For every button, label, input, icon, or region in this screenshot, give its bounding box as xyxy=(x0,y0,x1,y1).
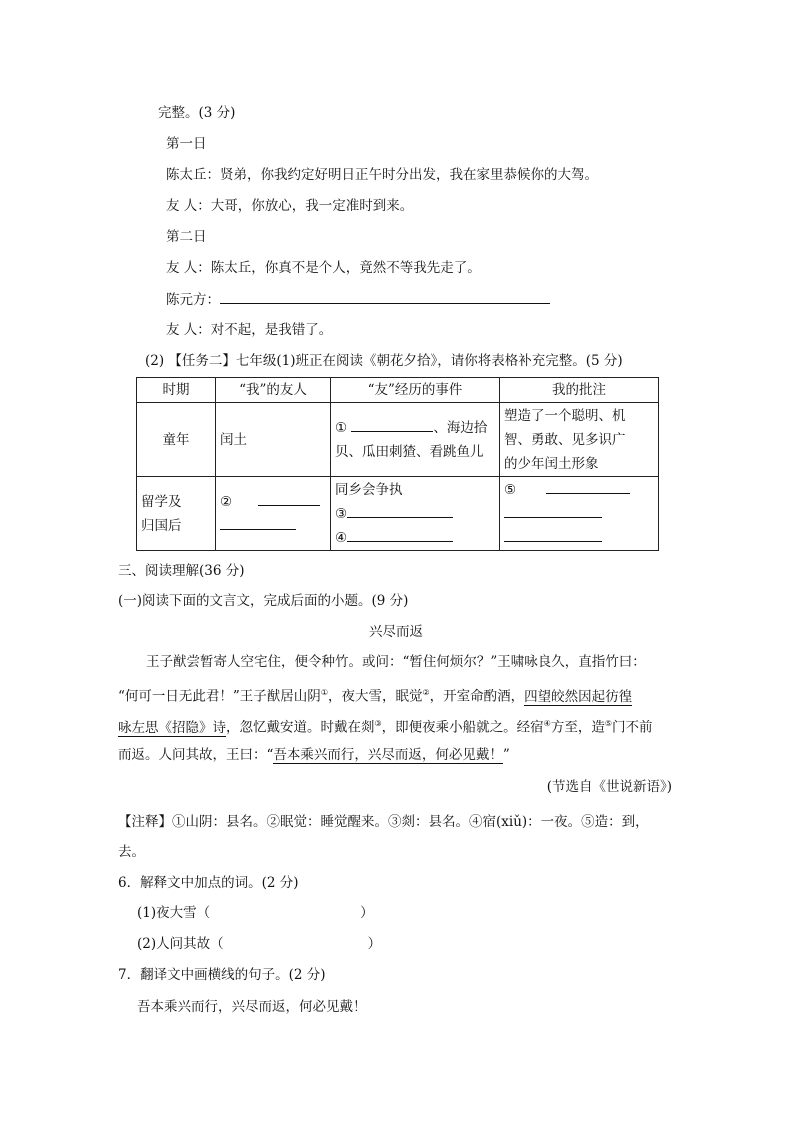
header-note: 我的批注 xyxy=(500,378,659,403)
question-6: 6．解释文中加点的词。(2 分) xyxy=(118,875,299,891)
passage-source: (节选自《世说新语》) xyxy=(546,779,672,795)
passage-line-2: “何可一日无此君！”王子猷居山阴①，夜大雪，眠觉②，开室命酌酒，四望皎然因起彷徨 xyxy=(118,688,633,705)
row2-note: ⑤ xyxy=(500,477,659,551)
day2-line3: 友 人：对不起，是我错了。 xyxy=(166,322,333,338)
question-7-sentence: 吾本乘兴而行，兴尽而返，何必见戴！ xyxy=(137,999,367,1015)
answer-blank-3[interactable] xyxy=(347,503,453,518)
passage-line-3: 咏左思《招隐》诗，忽忆戴安道。时戴在剡③，即便夜乘小船就之。经宿④方至，造⑤门不前 xyxy=(118,719,653,736)
subsection-1-heading: (一)阅读下面的文言文，完成后面的小题。(9 分) xyxy=(118,593,409,609)
day1-label: 第一日 xyxy=(166,136,207,152)
row1-period: 童年 xyxy=(137,403,216,477)
question-2-prompt: (2) 【任务二】七年级(1)班正在阅读《朝花夕拾》，请你将表格补充完整。(5 分) xyxy=(145,353,623,369)
passage-title: 兴尽而返 xyxy=(369,624,423,640)
row2-event: 同乡会争执 ③ ④ xyxy=(331,477,500,551)
day1-line1: 陈太丘：贤弟，你我约定好明日正午时分出发，我在家里恭候你的大驾。 xyxy=(166,167,598,183)
question-6-1: (1)夜大雪（ ） xyxy=(137,905,374,921)
friends-table xyxy=(136,377,659,551)
row1-friend: 闰土 xyxy=(216,403,331,477)
underlined-sentence: 吾本乘兴而行，兴尽而返，何必见戴！ xyxy=(273,747,503,763)
passage-line-4: 而返。人问其故，王曰：“吾本乘兴而行，兴尽而返，何必见戴！” xyxy=(118,747,510,763)
day1-line2: 友 人：大哥，你放心，我一定准时到来。 xyxy=(166,198,414,214)
underlined-phrase-2: 咏左思《招隐》诗 xyxy=(118,719,226,736)
answer-blank-5b[interactable] xyxy=(504,503,602,518)
section-3-heading: 三、阅读理解(36 分) xyxy=(118,563,245,579)
answer-blank-2a[interactable] xyxy=(258,491,320,506)
row1-event: ① 、海边拾 贝、瓜田刺猹、看跳鱼儿 xyxy=(331,403,500,477)
header-period: 时期 xyxy=(137,378,216,403)
answer-blank-2b[interactable] xyxy=(220,515,296,530)
row2-friend: ② xyxy=(216,477,331,551)
answer-blank-5c[interactable] xyxy=(504,527,602,542)
underlined-phrase-1: 四望皎然因起彷徨 xyxy=(524,688,633,705)
day2-line1: 友 人：陈太丘，你真不是个人，竟然不等我先走了。 xyxy=(166,260,481,276)
answer-blank-5a[interactable] xyxy=(546,479,630,494)
speaker-chen-yuanfang: 陈元方： xyxy=(166,292,220,308)
header-friend: “我”的友人 xyxy=(216,378,331,403)
annotation-line-1: 【注释】①山阴：县名。②眠觉：睡觉醒来。③剡：县名。④宿(xiǔ)：一夜。⑤造：到， xyxy=(118,814,649,830)
row1-note: 塑造了一个聪明、机 智、勇敢、见多识广 的少年闰土形象 xyxy=(500,403,659,477)
day2-label: 第二日 xyxy=(166,229,207,245)
question-6-2: (2)人问其故（ ） xyxy=(137,936,382,952)
answer-blank-4[interactable] xyxy=(347,527,453,542)
intro-tail: 完整。(3 分) xyxy=(158,105,236,121)
row2-period: 留学及 归国后 xyxy=(137,477,216,551)
annotation-line-2: 去。 xyxy=(118,844,145,860)
answer-blank-1[interactable] xyxy=(351,417,433,432)
passage-line-1: 王子猷尝暂寄人空宅住，便令种竹。或问：“暂住何烦尔？”王啸咏良久，直指竹曰： xyxy=(146,654,646,670)
day2-line2 xyxy=(166,289,550,310)
question-7: 7．翻译文中画横线的句子。(2 分) xyxy=(118,967,326,983)
answer-blank-chen-yuanfang[interactable] xyxy=(220,289,550,304)
header-event: “友”经历的事件 xyxy=(331,378,500,403)
